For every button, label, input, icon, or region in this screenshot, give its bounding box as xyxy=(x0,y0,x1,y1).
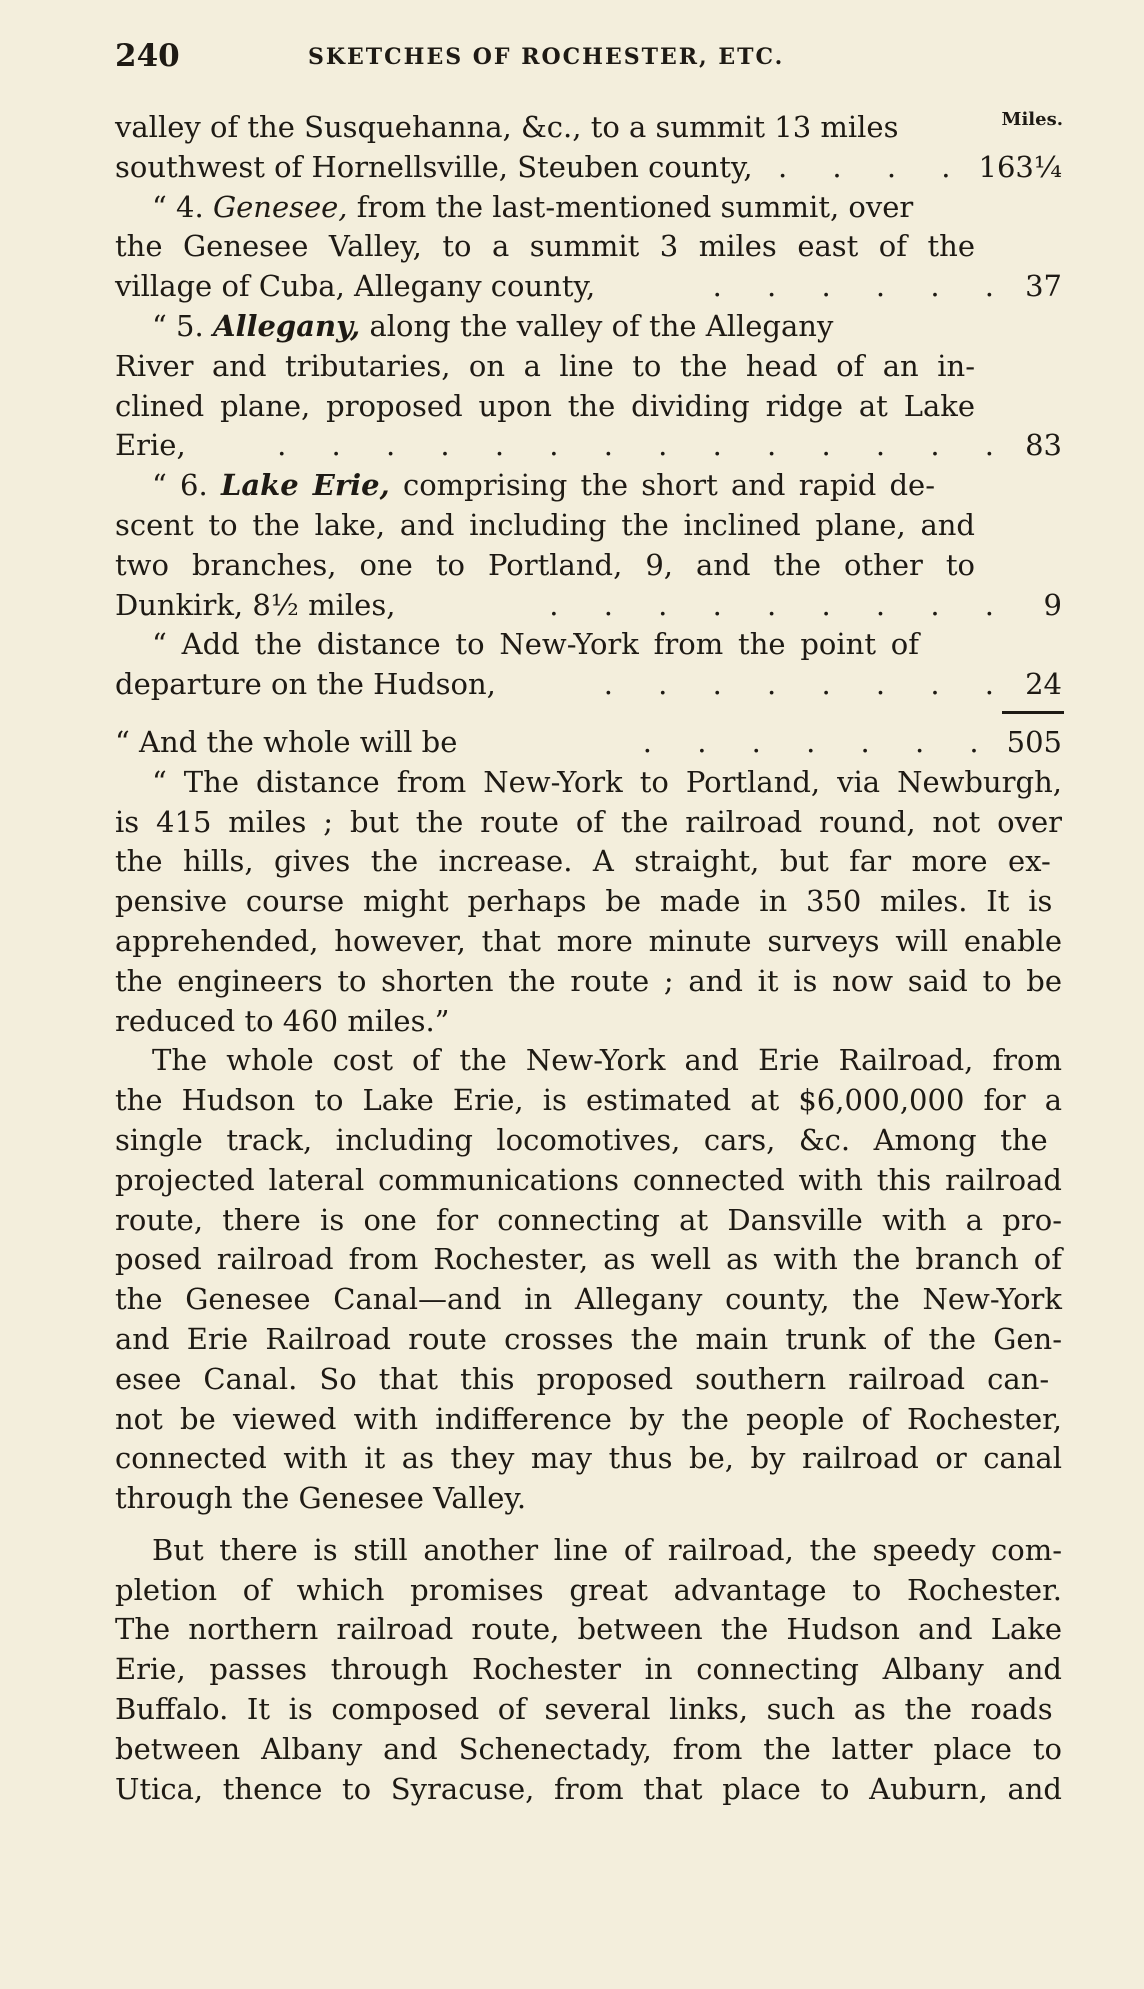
text-line: apprehended, however, that more minute surveys will enable xyxy=(115,923,1062,958)
text-line: through the Genesee Valley. xyxy=(115,1481,527,1516)
text-line: the hills, gives the increase. A straight, but far more ex- xyxy=(115,844,1051,879)
text-line: clined plane, proposed upon the dividing ridge at Lake xyxy=(115,388,975,423)
text-line: connected with it as they may thus be, by railroad or canal xyxy=(115,1441,1062,1476)
text-line: scent to the lake, and including the inclined plane, and xyxy=(115,507,975,542)
text-line: “ The distance from New-York to Portland, via Newburgh, xyxy=(152,764,1062,799)
route-name: Allegany, xyxy=(212,308,361,343)
text-line: the Genesee Canal—and in Allegany county, the New-York xyxy=(115,1282,1062,1317)
text-line: two branches, one to Portland, 9, and the other to xyxy=(115,547,975,582)
text-line: posed railroad from Rochester, as well as with the branch of xyxy=(115,1242,1062,1277)
text-line: projected lateral communications connected with this railroad xyxy=(115,1162,1062,1197)
page-number: 240 xyxy=(115,38,180,74)
text-line: pletion of which promises great advantage to Rochester. xyxy=(115,1572,1062,1607)
text-line: single track, including locomotives, cars, &c. Among the xyxy=(115,1122,1048,1157)
total-line: “ And the whole will be . . . . . . . 505 xyxy=(115,723,1062,763)
distance-value: 37 xyxy=(1025,269,1062,304)
text-line: The whole cost of the New-York and Erie Railroad, from xyxy=(152,1043,1062,1078)
route-entry-heading: “ 6. Lake Erie, comprising the short and rapid de- xyxy=(152,468,936,503)
text-line: not be viewed with indifference by the people of Rochester, xyxy=(115,1401,1062,1436)
route-entry-heading: “ 5. Allegany, along the valley of the Allegany xyxy=(152,308,834,343)
text-line: Erie, passes through Rochester in connecting Albany and xyxy=(115,1652,1062,1687)
route-entry-heading: “ Add the distance to New-York from the point of xyxy=(152,627,919,662)
miles-column-header: Miles. xyxy=(1001,109,1063,130)
body-paragraph xyxy=(115,1531,1062,1810)
sum-rule xyxy=(115,705,1062,723)
route-entry-line: departure on the Hudson, . . . . . . . . 24 xyxy=(115,665,1062,705)
route-name: Lake Erie, xyxy=(220,468,390,503)
distance-value: 24 xyxy=(1025,667,1062,702)
distance-value: 163¼ xyxy=(978,149,1062,184)
text-line: esee Canal. So that this proposed southern railroad can- xyxy=(115,1361,1050,1396)
text-line: between Albany and Schenectady, from the latter place to xyxy=(115,1731,1062,1766)
text-line: is 415 miles ; but the route of the railroad round, not over xyxy=(115,804,1062,839)
route-name: Genesee, xyxy=(212,189,348,224)
total-value: 505 xyxy=(1006,724,1062,759)
text-line: route, there is one for connecting at Dansville with a pro- xyxy=(115,1202,1062,1237)
route-entry-heading: “ 4. Genesee, from the last-mentioned summit, over xyxy=(152,189,914,224)
quote-paragraph xyxy=(115,763,1062,1042)
text-line: Buffalo. It is composed of several links, such as the roads xyxy=(115,1692,1053,1727)
text-line: the Hudson to Lake Erie, is estimated at $6,000,000 for a xyxy=(115,1083,1062,1118)
distance-value: 83 xyxy=(1025,428,1062,463)
page-body xyxy=(115,108,1062,1809)
body-paragraph xyxy=(115,1041,1062,1519)
text-line: pensive course might perhaps be made in 350 miles. It is xyxy=(115,884,1053,919)
text-line: the engineers to shorten the route ; and it is now said to be xyxy=(115,963,1062,998)
route-entry-line: Dunkirk, 8½ miles, . . . . . . . . . 9 xyxy=(115,586,1062,626)
text-line: Utica, thence to Syracuse, from that place to Auburn, and xyxy=(115,1771,1062,1806)
distance-value: 9 xyxy=(1043,587,1062,622)
running-title: SKETCHES OF ROCHESTER, ETC. xyxy=(308,44,785,70)
route-entry-line: Erie, . . . . . . . . . . . . . . 83 xyxy=(115,426,1062,466)
route-entry-line: southwest of Hornellsville, Steuben county, . . . . 163¼ xyxy=(115,148,1062,188)
text-line: and Erie Railroad route crosses the main trunk of the Gen- xyxy=(115,1321,1062,1356)
text-line: River and tributaries, on a line to the head of an in- xyxy=(115,348,975,383)
page-header xyxy=(115,38,1065,78)
text-line: valley of the Susquehanna, &c., to a summit 13 miles Miles. xyxy=(115,108,975,148)
text-line: But there is still another line of railroad, the speedy com- xyxy=(152,1532,1062,1567)
text-line: the Genesee Valley, to a summit 3 miles east of the xyxy=(115,229,975,264)
text-line: The northern railroad route, between the Hudson and Lake xyxy=(115,1612,1062,1647)
text-line: reduced to 460 miles.” xyxy=(115,1003,450,1038)
route-entry-line: village of Cuba, Allegany county, . . . . . . 37 xyxy=(115,267,1062,307)
